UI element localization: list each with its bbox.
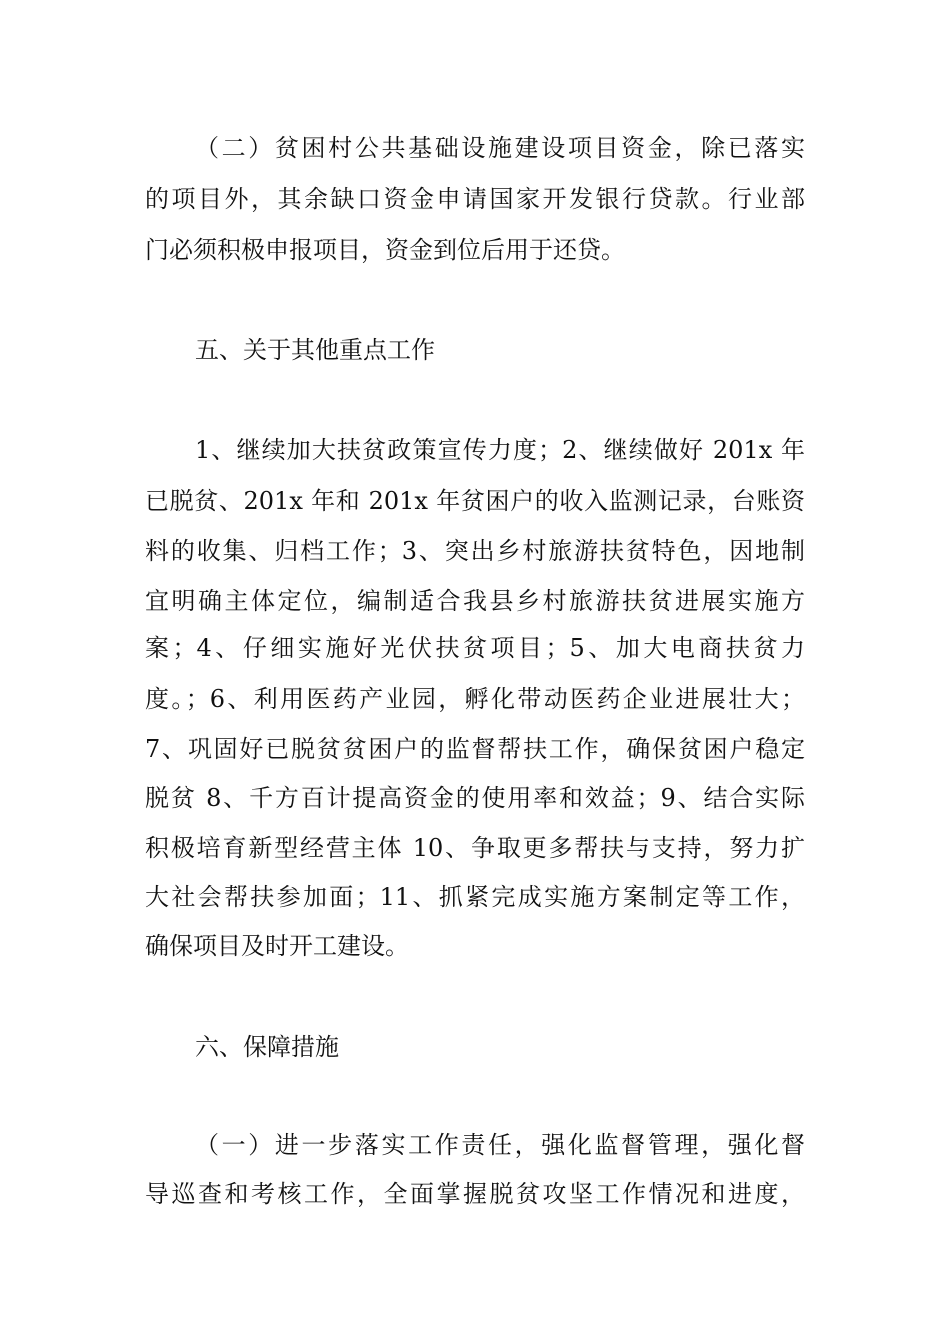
paragraph-line: （二）贫困村公共基础设施建设项目资金，除已落实 <box>195 134 805 162</box>
paragraph-line: 导巡查和考核工作，全面掌握脱贫攻坚工作情况和进度， <box>145 1180 805 1208</box>
paragraph-line: 积极培育新型经营主体 10、争取更多帮扶与支持，努力扩 <box>145 834 805 862</box>
paragraph-line: 已脱贫、201x 年和 201x 年贫困户的收入监测记录，台账资 <box>145 487 805 515</box>
paragraph-line: 案；4、仔细实施好光伏扶贫项目；5、加大电商扶贫力 <box>145 634 805 662</box>
paragraph-line: 门必须积极申报项目，资金到位后用于还贷。 <box>145 236 625 264</box>
section-heading: 六、保障措施 <box>195 1033 339 1061</box>
section-heading: 五、关于其他重点工作 <box>195 336 435 364</box>
paragraph-line: 7、巩固好已脱贫贫困户的监督帮扶工作，确保贫困户稳定 <box>145 735 805 763</box>
paragraph-line: （一）进一步落实工作责任，强化监督管理，强化督 <box>195 1131 805 1159</box>
paragraph-line: 确保项目及时开工建设。 <box>145 932 409 960</box>
paragraph-line: 宜明确主体定位，编制适合我县乡村旅游扶贫进展实施方 <box>145 587 805 615</box>
paragraph-line: 度。；6、利用医药产业园，孵化带动医药企业进展壮大； <box>145 685 805 713</box>
paragraph-line: 料的收集、归档工作；3、突出乡村旅游扶贫特色，因地制 <box>145 537 805 565</box>
paragraph-line: 的项目外，其余缺口资金申请国家开发银行贷款。行业部 <box>145 185 805 213</box>
paragraph-line: 脱贫 8、千方百计提高资金的使用率和效益；9、结合实际 <box>145 784 805 812</box>
paragraph-line: 大社会帮扶参加面；11、抓紧完成实施方案制定等工作， <box>145 883 805 911</box>
paragraph-line: 1、继续加大扶贫政策宣传力度；2、继续做好 201x 年 <box>195 436 805 464</box>
